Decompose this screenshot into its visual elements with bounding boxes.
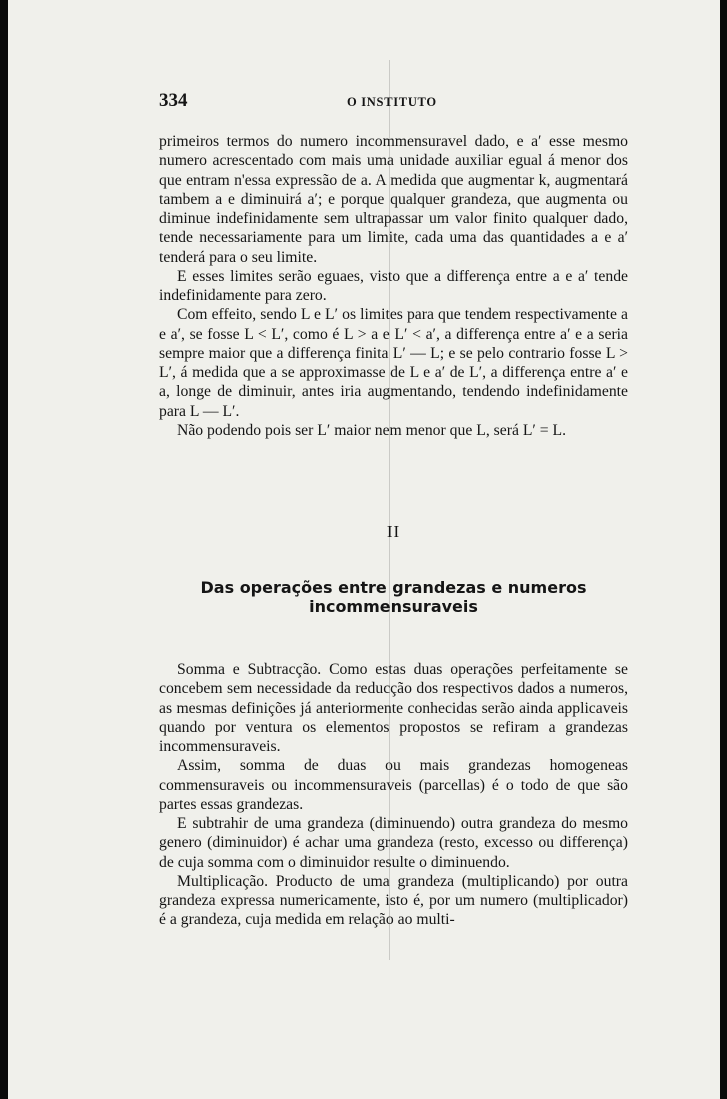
paragraph-sum-definition: Assim, somma de duas ou mais grandezas homogeneas commensuraveis ou incommensuraveis (parcellas) é o todo de que são partes essas grandezas. bbox=[159, 757, 628, 813]
section-title bbox=[159, 578, 628, 616]
paragraph-proof: Com effeito, sendo L e L′ os limites para que tendem respectivamente a e a′, se fosse L < L′, como é L > a e L′ < a′, a differença entre a′ e a seria sempre maior que a differença finita L′ — L; e se pelo contrario fosse L > L′, á medida que a se approximasse de L e a′ de L′, a differença entre a′ e a, longe de diminuir, antes iria augmentando, tendendo indefinidamente para L — L′. bbox=[159, 306, 628, 420]
section-title-line-2: incommensuraveis bbox=[309, 597, 478, 616]
paragraph-sum-subtraction: Somma e Subtracção. Como estas duas operações perfeitamente se concebem sem necessidade da reducção dos respectivos dados a numeros, as mesmas definições já anteriormente conhecidas serão ainda applicaveis quando por ventura os elementos propostos se refiram a grandezas incommensuraveis. bbox=[159, 661, 628, 755]
running-title: O INSTITUTO bbox=[347, 95, 437, 109]
top-text-block bbox=[159, 132, 628, 440]
paragraph-continuation: primeiros termos do numero incommensuravel dado, e a′ esse mesmo numero acrescentado com mais uma unidade auxiliar egual á menor dos que entram n'essa expressão de a. A medida que augmentar k, augmentará tambem a e diminuirá a′; e porque qualquer grandeza, que augmenta ou diminue indefinidamente sem ultrapassar um valor finito qualquer dado, tende necessariamente para um limite, cada uma das quantidades a e a′ tenderá para o seu limite. bbox=[159, 133, 628, 266]
paragraph-limits-equal: E esses limites serão eguaes, visto que a differença entre a e a′ tende indefinidamente para zero. bbox=[159, 267, 628, 304]
page-number: 334 bbox=[159, 90, 188, 111]
bottom-text-block bbox=[159, 660, 628, 930]
paragraph-subtraction-definition: E subtrahir de uma grandeza (diminuendo) outra grandeza do mesmo genero (diminuidor) é achar uma grandeza (resto, excesso ou differença) de cuja somma com o diminuidor resulte o diminuendo. bbox=[159, 815, 628, 871]
paragraph-conclusion: Não podendo pois ser L′ maior nem menor que L, será L′ = L. bbox=[177, 421, 567, 439]
scan-left-edge bbox=[0, 0, 8, 1099]
section-title-line-1: Das operações entre grandezas e numeros bbox=[200, 578, 587, 597]
section-number: II bbox=[386, 522, 401, 541]
paragraph-multiplication: Multiplicação. Producto de uma grandeza (multiplicando) por outra grandeza expressa numericamente, isto é, por um numero (multiplicador) é a grandeza, cuja medida em relação ao multi- bbox=[159, 872, 628, 929]
page-header bbox=[159, 90, 629, 114]
scan-right-edge bbox=[720, 0, 727, 1099]
